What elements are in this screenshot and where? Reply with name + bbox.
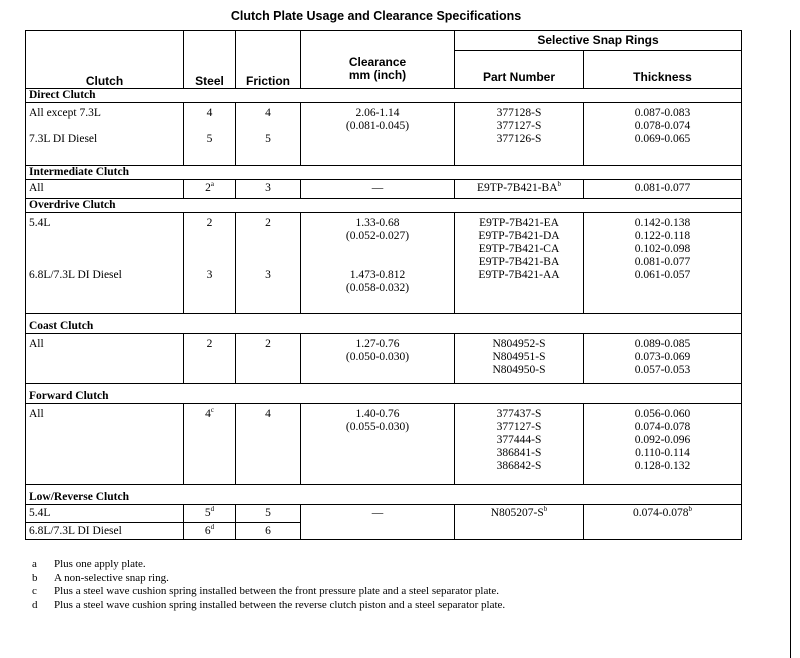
footnote-item	[32, 572, 505, 586]
thickness-value: 0.087-0.083	[634, 107, 691, 119]
thickness-value: 0.122-0.118	[634, 230, 691, 242]
steel-value: 2	[206, 217, 213, 229]
section-row-overdrive	[26, 199, 742, 213]
part-number-cell	[455, 334, 584, 384]
footnote-key: b	[32, 571, 38, 584]
section-title-intermediate: Intermediate Clutch	[26, 166, 742, 180]
part-number-value: 386842-S	[496, 460, 542, 472]
friction-value: 4	[265, 408, 271, 420]
table-row	[26, 334, 742, 384]
footnote-text: Plus a steel wave cushion spring installed between the front pressure plate and a steel separator plate.	[54, 585, 500, 597]
part-number-cell	[455, 505, 584, 540]
steel-value: 2	[205, 182, 211, 194]
thickness-cell	[584, 180, 742, 199]
footnote-marker: b	[688, 505, 693, 514]
footnote-marker: a	[210, 180, 214, 189]
thickness-value: 0.089-0.085	[634, 338, 691, 350]
friction-value: 6	[265, 525, 271, 537]
clearance-cell	[301, 103, 455, 166]
steel-cell	[184, 180, 236, 199]
clutch-cell	[26, 523, 184, 540]
friction-value: 2	[265, 217, 271, 229]
part-number-value: N804950-S	[492, 364, 546, 376]
footnote-text: Plus one apply plate.	[54, 558, 146, 570]
friction-cell	[236, 505, 301, 523]
table-title: Clutch Plate Usage and Clearance Specifications	[230, 9, 522, 23]
footnote-marker: b	[557, 180, 561, 189]
friction-cell	[236, 213, 301, 314]
section-row-coast	[26, 314, 742, 334]
section-row-direct	[26, 89, 742, 103]
clutch-value: 6.8L/7.3L DI Diesel	[29, 525, 122, 537]
friction-cell	[236, 523, 301, 540]
clearance-value: —	[371, 182, 384, 194]
col-header-friction: Friction	[236, 31, 301, 89]
clutch-value: All	[29, 408, 44, 420]
clutch-value: All	[29, 338, 44, 350]
section-title-low-reverse: Low/Reverse Clutch	[26, 485, 742, 505]
clutch-spec-table	[25, 30, 742, 540]
section-title-coast: Coast Clutch	[26, 314, 742, 334]
clearance-value: (0.058-0.032)	[345, 282, 410, 294]
part-number-value: N804951-S	[492, 351, 546, 363]
clearance-value: (0.050-0.030)	[345, 351, 410, 363]
section-row-forward	[26, 384, 742, 404]
steel-cell	[184, 404, 236, 485]
footnote-item	[32, 558, 505, 572]
footnote-text: A non-selective snap ring.	[54, 571, 169, 584]
friction-value: 2	[265, 338, 271, 350]
part-number-value: 377128-S	[496, 107, 542, 119]
col-header-clutch: Clutch	[26, 31, 184, 89]
part-number-value: 377437-S	[496, 408, 542, 420]
clutch-cell	[26, 334, 184, 384]
footnote-marker: b	[543, 505, 548, 514]
clutch-value: 6.8L/7.3L DI Diesel	[29, 269, 122, 281]
footnote-item	[32, 585, 505, 599]
footnote-text: Plus a steel wave cushion spring installed between the reverse clutch piston and a steel separator plate.	[54, 598, 506, 611]
friction-value: 5	[265, 507, 271, 519]
steel-value: 5	[206, 133, 213, 145]
col-header-selective: Selective Snap Rings	[455, 31, 742, 51]
thickness-value: 0.110-0.114	[635, 447, 690, 459]
part-number-value: 386841-S	[496, 447, 542, 459]
clearance-value: (0.081-0.045)	[345, 120, 410, 132]
thickness-value: 0.073-0.069	[634, 351, 691, 363]
thickness-value: 0.081-0.077	[634, 256, 691, 268]
part-number-value: 377127-S	[496, 421, 542, 433]
steel-cell	[184, 523, 236, 540]
footnote-marker: c	[210, 406, 214, 415]
thickness-value: 0.078-0.074	[634, 120, 691, 132]
thickness-value: 0.081-0.077	[634, 182, 691, 194]
thickness-value: 0.069-0.065	[634, 133, 691, 145]
thickness-value: 0.092-0.096	[634, 434, 691, 446]
friction-value: 3	[265, 182, 271, 194]
part-number-value: E9TP-7B421-BA	[477, 182, 558, 194]
footnotes	[32, 558, 505, 612]
part-number-cell	[455, 404, 584, 485]
clearance-value: —	[371, 507, 384, 519]
part-number-value: E9TP-7B421-DA	[478, 230, 560, 242]
clearance-cell	[301, 404, 455, 485]
thickness-cell	[584, 213, 742, 314]
section-title-direct: Direct Clutch	[26, 89, 742, 103]
part-number-value: 377126-S	[496, 133, 542, 145]
steel-value: 4	[205, 408, 211, 420]
thickness-cell	[584, 103, 742, 166]
thickness-value: 0.056-0.060	[634, 408, 691, 420]
clearance-cell	[301, 505, 455, 540]
clearance-header-line2: mm (inch)	[348, 68, 407, 82]
part-number-cell	[455, 213, 584, 314]
part-number-value: 377127-S	[496, 120, 542, 132]
steel-cell	[184, 213, 236, 314]
clearance-header-line1: Clearance	[348, 55, 407, 69]
footnote-item	[32, 599, 505, 613]
table-row	[26, 180, 742, 199]
table-row	[26, 404, 742, 485]
friction-cell	[236, 180, 301, 199]
steel-cell	[184, 334, 236, 384]
part-number-value: E9TP-7B421-AA	[478, 269, 560, 281]
clutch-value: 5.4L	[29, 507, 51, 519]
clutch-cell	[26, 213, 184, 314]
footnote-key: c	[32, 585, 37, 597]
part-number-value: N805207-S	[490, 507, 544, 519]
part-number-value: 377444-S	[496, 434, 542, 446]
steel-value: 4	[206, 107, 213, 119]
table-row	[26, 213, 742, 314]
thickness-cell	[584, 334, 742, 384]
part-number-cell	[455, 103, 584, 166]
friction-value: 3	[265, 269, 271, 281]
thickness-value: 0.102-0.098	[634, 243, 691, 255]
steel-value: 2	[206, 338, 213, 350]
clutch-cell	[26, 505, 184, 523]
thickness-cell	[584, 404, 742, 485]
clutch-cell	[26, 103, 184, 166]
col-header-part-number: Part Number	[455, 51, 584, 89]
footnote-marker: d	[210, 523, 215, 532]
thickness-value: 0.061-0.057	[634, 269, 691, 281]
friction-cell	[236, 334, 301, 384]
steel-cell	[184, 103, 236, 166]
steel-cell	[184, 505, 236, 523]
thickness-value: 0.057-0.053	[634, 364, 691, 376]
friction-value: 5	[265, 133, 271, 145]
clearance-value: 1.27-0.76	[355, 338, 400, 350]
table-row	[26, 103, 742, 166]
footnote-marker: d	[210, 505, 215, 514]
friction-value: 4	[265, 107, 271, 119]
section-row-intermediate	[26, 166, 742, 180]
clearance-value: 1.33-0.68	[355, 217, 400, 229]
steel-value: 6	[204, 525, 211, 537]
col-header-clearance	[301, 31, 455, 89]
thickness-cell	[584, 505, 742, 540]
part-number-cell	[455, 180, 584, 199]
section-title-forward: Forward Clutch	[26, 384, 742, 404]
clutch-cell	[26, 180, 184, 199]
clutch-value: All	[29, 182, 44, 194]
clutch-value: All except 7.3L	[29, 107, 101, 119]
thickness-value: 0.074-0.078	[632, 507, 689, 519]
footnote-key: a	[32, 558, 37, 570]
clearance-value: 2.06-1.14	[355, 107, 400, 119]
part-number-value: E9TP-7B421-BA	[478, 256, 560, 268]
clutch-value: 5.4L	[29, 217, 51, 229]
page-edge-line	[790, 30, 791, 658]
friction-cell	[236, 103, 301, 166]
steel-value: 3	[206, 269, 213, 281]
part-number-value: N804952-S	[492, 338, 546, 350]
thickness-value: 0.142-0.138	[634, 217, 691, 229]
clutch-cell	[26, 404, 184, 485]
clearance-cell	[301, 334, 455, 384]
clearance-cell	[301, 213, 455, 314]
clearance-value: 1.473-0.812	[349, 269, 406, 281]
footnote-key: d	[32, 598, 38, 611]
col-header-thickness: Thickness	[584, 51, 742, 89]
clearance-value: (0.052-0.027)	[345, 230, 410, 242]
clearance-cell	[301, 180, 455, 199]
clearance-value: 1.40-0.76	[355, 408, 400, 420]
section-row-low-reverse	[26, 485, 742, 505]
header-row-top	[26, 31, 742, 51]
thickness-value: 0.074-0.078	[634, 421, 691, 433]
clearance-value: (0.055-0.030)	[345, 421, 410, 433]
part-number-value: E9TP-7B421-EA	[479, 217, 559, 229]
friction-cell	[236, 404, 301, 485]
part-number-value: E9TP-7B421-CA	[478, 243, 560, 255]
section-title-overdrive: Overdrive Clutch	[26, 199, 742, 213]
col-header-steel: Steel	[184, 31, 236, 89]
table-row	[26, 505, 742, 523]
steel-value: 5	[204, 507, 211, 519]
clutch-value: 7.3L DI Diesel	[29, 133, 98, 145]
thickness-value: 0.128-0.132	[634, 460, 691, 472]
